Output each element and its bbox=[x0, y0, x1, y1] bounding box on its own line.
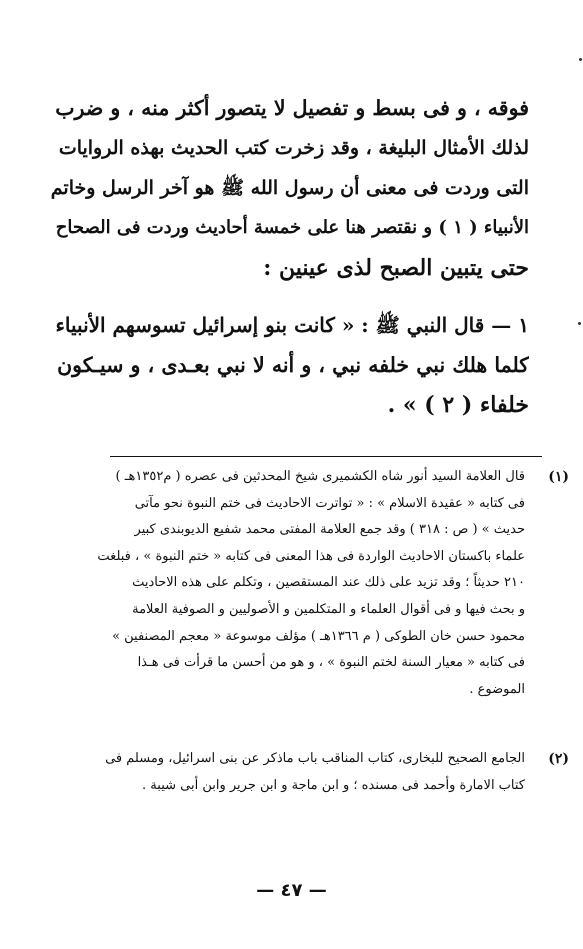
footnote-marker: (٢) bbox=[548, 751, 569, 767]
footnote-line: الموضوع . bbox=[469, 681, 525, 697]
footnote-2 bbox=[55, 746, 569, 799]
footnote-line: حديث » ( ص : ٣١٨ ) وقد جمع العلامة المفتى محمد شفيع الديوبندى كبير bbox=[134, 522, 525, 538]
footnote-marker: (١) bbox=[548, 469, 569, 485]
scan-speck bbox=[579, 58, 582, 61]
page-number: — ٤٧ — bbox=[256, 880, 327, 901]
main-paragraph-1 bbox=[49, 88, 529, 288]
text-line: كلما هلك نبي خلفه نبي ، و أنه لا نبي بعـدى ، و سيـكون bbox=[57, 353, 529, 377]
text-line: حتى يتبين الصبح لذى عينين : bbox=[263, 255, 529, 281]
footnote-1 bbox=[55, 464, 569, 703]
main-paragraph-2 bbox=[49, 305, 529, 425]
text-line: لذلك الأمثال البليغة ، وقد زخرت كتب الحديث بهذه الروايات bbox=[58, 137, 529, 159]
footnote-line: كتاب الامارة وأحمد فى مسنده ؛ و ابن ماجة و ابن جرير وابن أبى شيبة . bbox=[142, 777, 525, 793]
footnote-separator bbox=[110, 456, 542, 457]
footnote-line: و بحث فيها و فى أقوال العلماء و المتكلمين و الأصوليين و الصوفية العلامة bbox=[132, 601, 525, 617]
footnote-line: فى كتابه « عقيدة الاسلام » : « تواترت الاحاديث فى ختم النبوة نحو مآتى bbox=[134, 495, 525, 511]
footnote-line: محمود حسن خان الطوكى ( م ١٣٦٦هـ ) مؤلف موسوعة « معجم المصنفين » bbox=[112, 628, 525, 644]
footnote-line: قال العلامة السيد أنور شاه الكشميرى شيخ المحدثين فى عصره ( م١٣٥٢هـ ) bbox=[115, 469, 525, 484]
text-line: التى وردت فى معنى أن رسول الله ﷺ هو آخر الرسل وخاتم bbox=[50, 177, 529, 199]
text-line: الأنبياء ( ١ ) و نقتصر هنا على خمسة أحاديث وردت فى الصحاح bbox=[55, 217, 529, 238]
footnote-line: فى كتابه « معيار السنة لختم النبوة » ، و هو من أحسن ما قرأت فى هـذا bbox=[137, 655, 525, 671]
footnote-line: ٢١٠ حديثاً ؛ وقد تزيد على ذلك عند المستقصين ، وتكلم على هذه الاحاديث bbox=[132, 575, 525, 591]
footnote-line: علماء باكستان الاحاديث الواردة فى هذا المعنى فى كتابه « ختم النبوة » ، فبلغت bbox=[97, 548, 525, 564]
text-line: خلفاء ( ٢ ) » . bbox=[387, 392, 529, 418]
text-line: ١ — قال النبي ﷺ : « كانت بنو إسرائيل تسوسهم الأنبياء bbox=[55, 313, 529, 337]
footnote-line: الجامع الصحيح للبخارى، كتاب المناقب باب ماذكر عن بنى اسرائيل، ومسلم فى bbox=[105, 751, 525, 766]
scan-speck bbox=[578, 322, 581, 325]
text-line: فوقه ، و فى بسط و تفصيل لا يتصور أكثر منه ، و ضرب bbox=[55, 96, 529, 120]
